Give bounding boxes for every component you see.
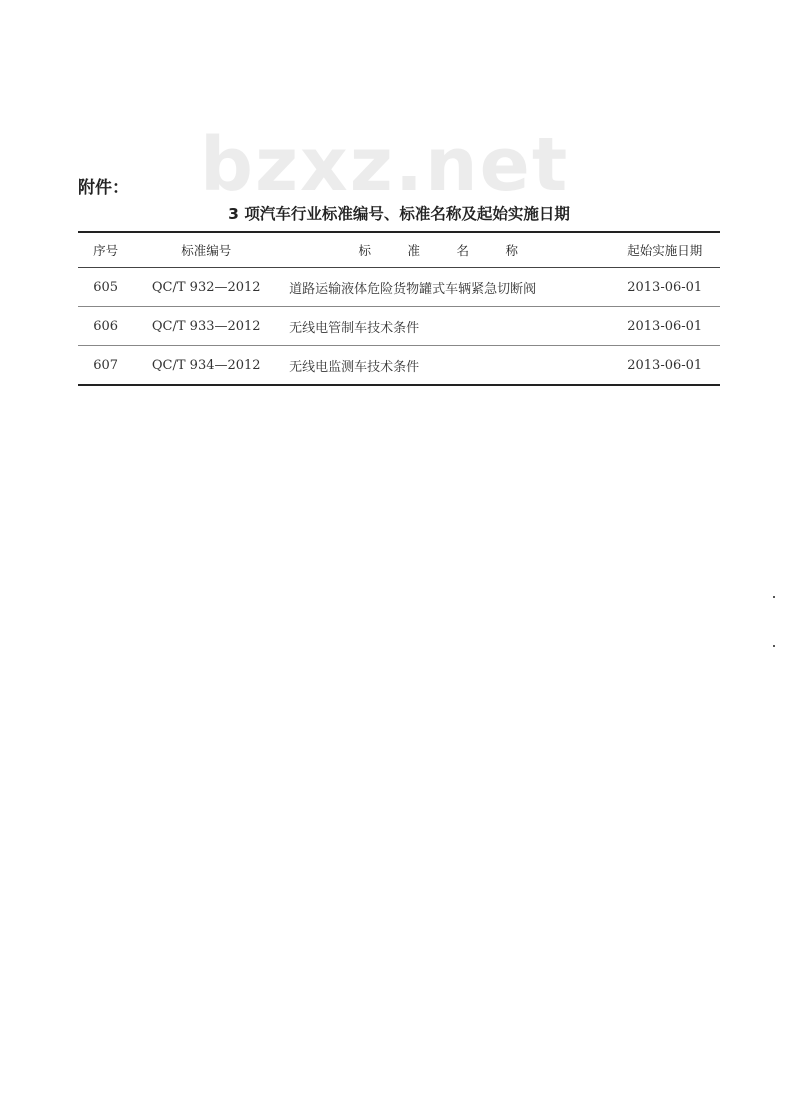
attachment-label: 附件：: [78, 178, 129, 198]
table-header-row: [78, 232, 720, 268]
header-name: 标 准 名 称: [279, 232, 609, 268]
standards-table: [78, 231, 720, 386]
scan-speck: [773, 596, 775, 598]
document-title: 3 项汽车行业标准编号、标准名称及起始实施日期: [228, 205, 570, 223]
cell-name: 道路运输液体危险货物罐式车辆紧急切断阀: [279, 268, 609, 307]
header-code: 标准编号: [133, 232, 279, 268]
cell-code: QC/T 933—2012: [133, 307, 279, 346]
cell-code: QC/T 934—2012: [151, 357, 261, 373]
watermark: bzxz.net: [200, 122, 570, 208]
cell-code: QC/T 932—2012: [133, 268, 279, 307]
cell-seq: 606: [78, 307, 133, 346]
cell-seq: 607: [93, 357, 119, 373]
header-date: 起始实施日期: [609, 232, 720, 268]
table-row: [78, 307, 720, 346]
cell-name: 无线电监测车技术条件: [289, 359, 420, 375]
cell-date: 2013-06-01: [609, 268, 720, 307]
cell-date: 2013-06-01: [627, 357, 703, 373]
header-seq: 序号: [78, 232, 133, 268]
cell-name: 无线电管制车技术条件: [279, 307, 609, 346]
cell-seq: 605: [78, 268, 133, 307]
scan-speck: [773, 645, 775, 647]
cell-date: 2013-06-01: [609, 307, 720, 346]
table-row: [78, 268, 720, 307]
table-row: [78, 346, 720, 386]
